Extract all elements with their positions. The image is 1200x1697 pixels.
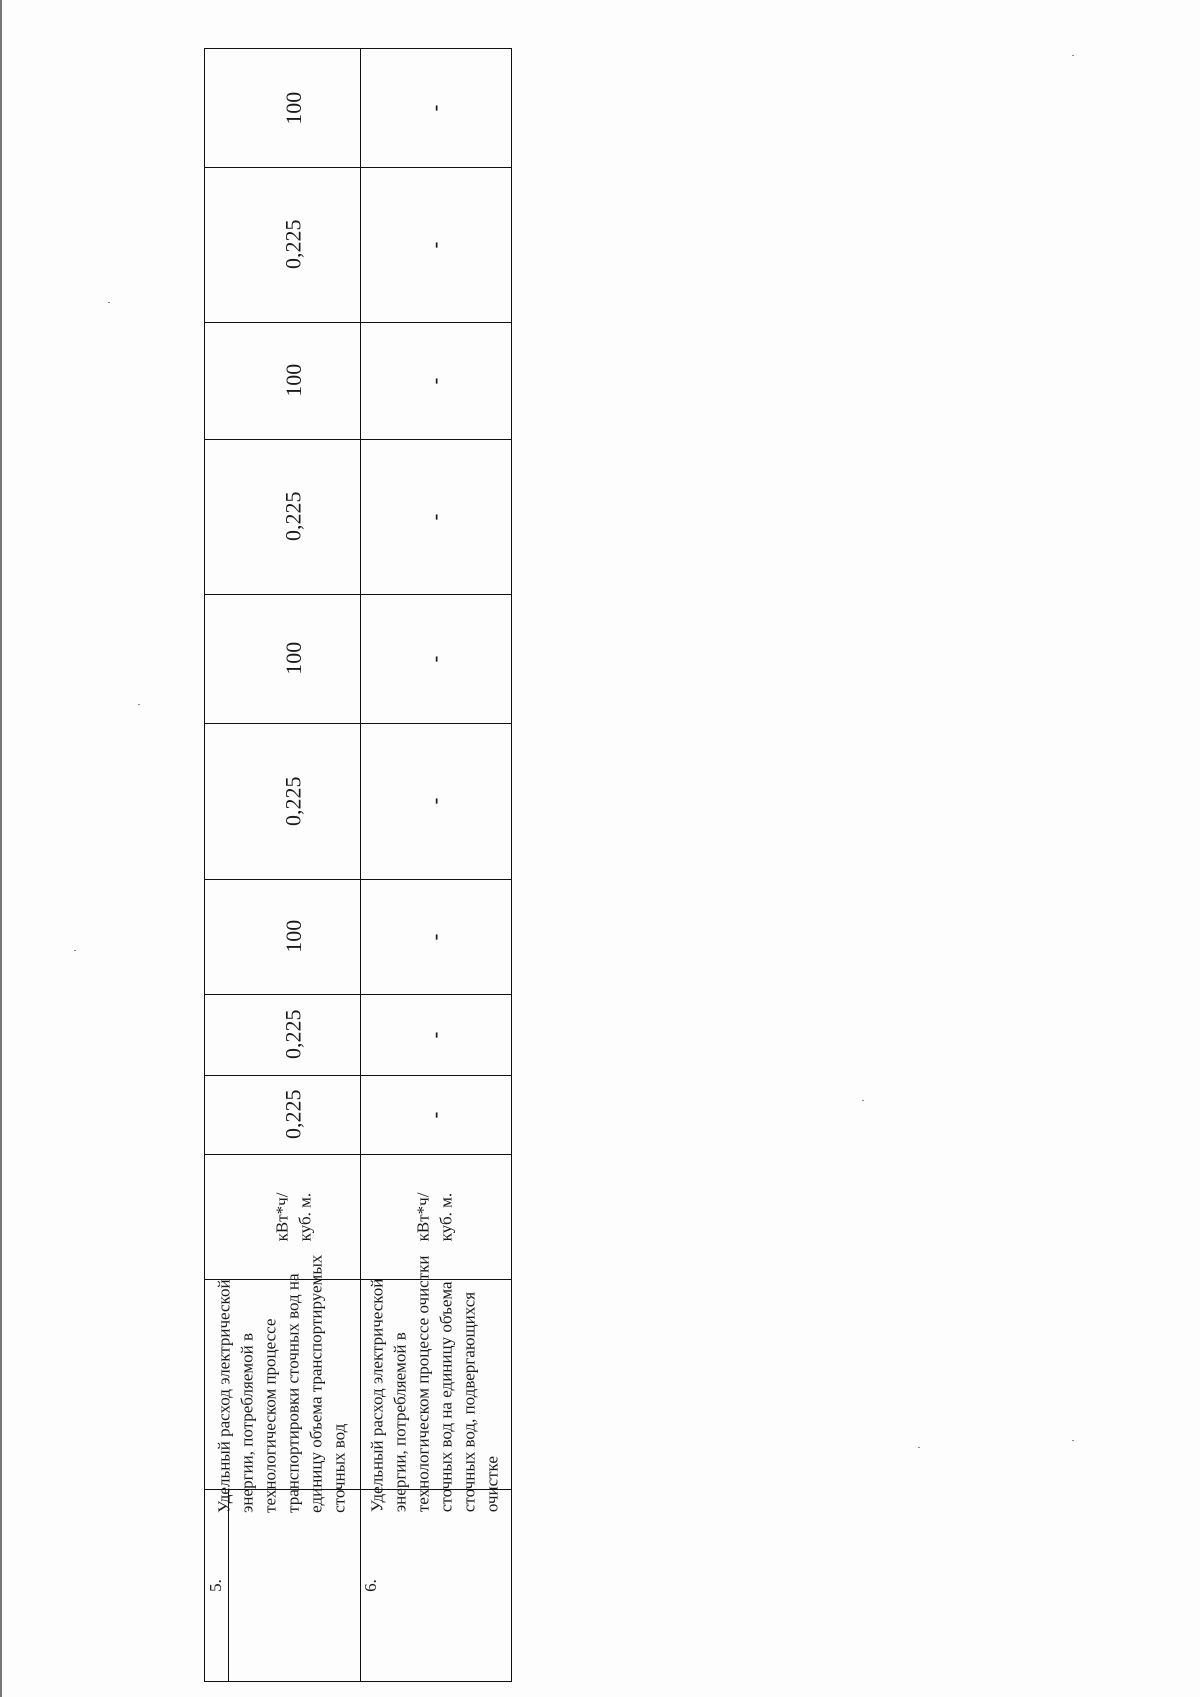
row5-value-4: 0,225 [280,776,306,826]
scan-speck [1072,1440,1074,1441]
scan-speck [918,1447,920,1448]
indicators-table [204,48,512,1682]
row6-indicator [360,1255,511,1513]
page-left-edge [0,0,2,1697]
row6-value-6: - [424,513,447,520]
row5-value-1: 0,225 [280,1089,306,1140]
scan-speck [1072,55,1074,56]
row6-unit-text: кВт*ч/ куб. м. [413,1192,456,1241]
row5-indicator-text: Удельный расход электрической энергии, потребляемой в технологическом процессе транспортировки сточных вод на единицу объема транспортируемых сточных вод [214,1254,349,1514]
row5-number: 5. [206,1578,226,1592]
row5-value-7: 100 [280,364,306,397]
row6-value-4: - [424,797,447,805]
scan-speck [862,1100,864,1101]
row5-value-8: 0,225 [280,219,306,270]
scan-speck [74,950,76,951]
row6-value-2: - [424,1031,447,1038]
row6-value-1: - [424,1111,447,1118]
row5-unit-text: кВт*ч/ куб. м. [272,1192,314,1241]
scan-speck [108,302,110,303]
row6-value-5: - [424,655,447,662]
row5-value-5: 100 [280,642,306,675]
row5-value-3: 100 [280,920,306,953]
row5-value-2: 0,225 [280,1009,306,1060]
row5-indicator [205,1254,360,1514]
row6-number: 6. [360,1578,380,1592]
scan-speck [138,704,140,705]
row6-value-9: - [424,104,447,112]
row5-value-6: 0,225 [280,491,306,542]
row5-value-9: 100 [280,91,306,125]
row6-value-8: - [424,241,447,248]
number-column-divider [228,1489,229,1681]
row6-value-3: - [424,933,447,940]
row6-value-7: - [424,377,447,384]
row6-indicator-text: Удельный расход электрической энергии, потребляемой в технологическом процессе очистки сточных вод на единицу объема сточных вод, подвергающихся очистке [367,1255,502,1513]
